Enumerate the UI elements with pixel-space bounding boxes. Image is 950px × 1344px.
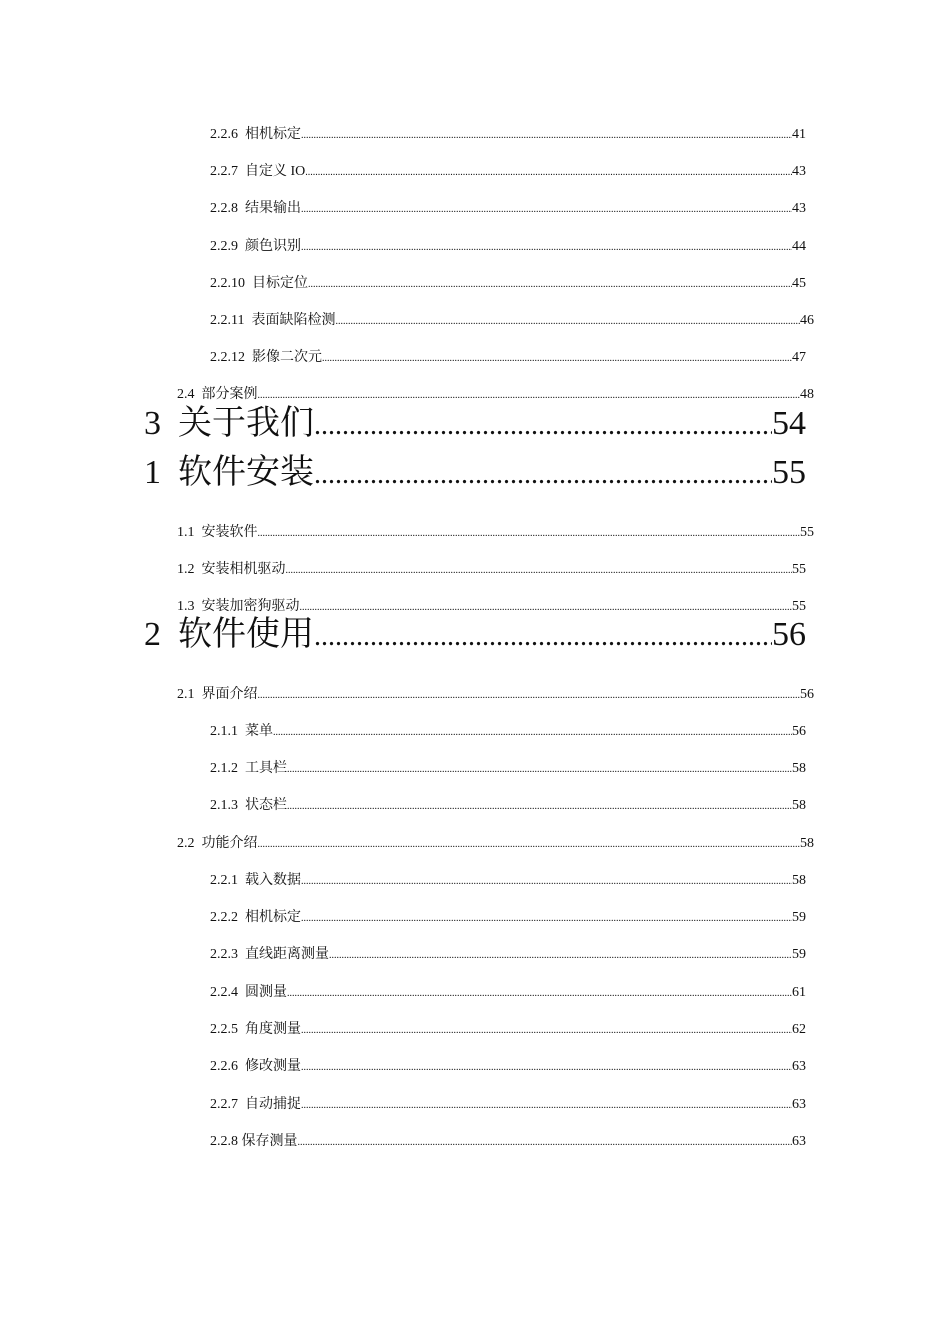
- toc-leader-dots: [335, 313, 800, 331]
- toc-leader-dots: [287, 985, 792, 1003]
- toc-entry-label: 2.2.6 修改测量: [210, 1059, 301, 1074]
- toc-entry[interactable]: [177, 524, 814, 542]
- toc-leader-dots: [258, 387, 801, 405]
- toc-leader-dots: [286, 562, 793, 580]
- toc-entry[interactable]: [210, 126, 806, 144]
- toc-leader-dots: [314, 455, 772, 495]
- toc-entry[interactable]: [210, 797, 806, 815]
- toc-leader-dots: [301, 127, 792, 145]
- toc-leader-dots: [308, 276, 792, 294]
- toc-entry[interactable]: [210, 984, 806, 1002]
- toc-entry-label: 2.2.1 载入数据: [210, 873, 301, 888]
- toc-entry[interactable]: [177, 835, 814, 853]
- toc-entry-page: 56: [792, 724, 806, 739]
- toc-leader-dots: [287, 761, 792, 779]
- toc-leader-dots: [305, 164, 792, 182]
- toc-entry-page: 63: [792, 1134, 806, 1149]
- toc-entry-page: 58: [792, 873, 806, 888]
- toc-entry-page: 59: [792, 947, 806, 962]
- toc-chapter-entry[interactable]: [144, 453, 806, 493]
- toc-entry[interactable]: [177, 386, 814, 404]
- toc-entry-page: 58: [792, 761, 806, 776]
- toc-entry[interactable]: [210, 1096, 806, 1114]
- toc-chapter-entry[interactable]: [144, 615, 806, 655]
- toc-entry-label: 2.2.3 直线距离测量: [210, 947, 329, 962]
- toc-entry-page: 43: [792, 201, 806, 216]
- toc-entry-label: 2.2.9 颜色识别: [210, 239, 301, 254]
- toc-entry[interactable]: [210, 1058, 806, 1076]
- toc-entry-label: 2.4 部分案例: [177, 387, 258, 402]
- toc-entry-label: 1.3 安装加密狗驱动: [177, 599, 300, 614]
- toc-entry-label: 2.2.2 相机标定: [210, 910, 301, 925]
- toc-entry-page: 45: [792, 276, 806, 291]
- toc-entry-label: 1.1 安装软件: [177, 525, 258, 540]
- toc-entry-label: 1 软件安装: [144, 454, 314, 491]
- toc-entry-page: 63: [792, 1097, 806, 1112]
- toc-leader-dots: [301, 1097, 792, 1115]
- toc-entry-page: 58: [792, 798, 806, 813]
- toc-leader-dots: [314, 617, 772, 657]
- toc-entry[interactable]: [210, 909, 806, 927]
- toc-entry[interactable]: [210, 723, 806, 741]
- toc-entry-page: 55: [800, 525, 814, 540]
- toc-entry-label: 2.2.7 自定义 IO: [210, 164, 306, 179]
- toc-entry-page: 41: [792, 127, 806, 142]
- toc-entry-page: 43: [792, 164, 806, 179]
- toc-entry-page: 59: [792, 910, 806, 925]
- toc-leader-dots: [301, 1059, 792, 1077]
- toc-entry[interactable]: [210, 163, 806, 181]
- toc-entry[interactable]: [177, 686, 814, 704]
- toc-leader-dots: [258, 687, 801, 705]
- toc-entry-page: 62: [792, 1022, 806, 1037]
- toc-entry-page: 58: [800, 836, 814, 851]
- toc-entry-page: 63: [792, 1059, 806, 1074]
- toc-entry-label: 2.2.8 保存测量: [210, 1134, 298, 1149]
- toc-entry-page: 56: [772, 616, 806, 653]
- toc-entry-page: 55: [792, 562, 806, 577]
- toc-entry-page: 44: [792, 239, 806, 254]
- toc-entry-label: 2.2.5 角度测量: [210, 1022, 301, 1037]
- toc-entry[interactable]: [177, 598, 806, 616]
- toc-entry-label: 2.2.4 圆测量: [210, 985, 287, 1000]
- toc-entry-label: 2.2.12 影像二次元: [210, 350, 322, 365]
- toc-entry-label: 2.2.6 相机标定: [210, 127, 301, 142]
- toc-entry[interactable]: [210, 760, 806, 778]
- toc-entry[interactable]: [210, 312, 814, 330]
- toc-leader-dots: [258, 525, 801, 543]
- toc-entry-label: 2.2.11 表面缺陷检测: [210, 313, 336, 328]
- toc-entry-label: 1.2 安装相机驱动: [177, 562, 286, 577]
- toc-entry-page: 54: [772, 405, 806, 442]
- toc-leader-dots: [258, 836, 801, 854]
- toc-entry[interactable]: [177, 561, 806, 579]
- toc-entry[interactable]: [210, 1021, 806, 1039]
- toc-leader-dots: [301, 873, 792, 891]
- toc-leader-dots: [301, 201, 792, 219]
- toc-entry-page: 47: [792, 350, 806, 365]
- toc-entry-page: 48: [800, 387, 814, 402]
- toc-entry-label: 3 关于我们: [144, 405, 314, 442]
- toc-entry-label: 2.1.3 状态栏: [210, 798, 287, 813]
- toc-leader-dots: [301, 239, 792, 257]
- toc-chapter-entry[interactable]: [144, 404, 806, 444]
- toc-leader-dots: [298, 1134, 793, 1152]
- toc-leader-dots: [314, 406, 772, 446]
- toc-entry[interactable]: [210, 1133, 806, 1151]
- toc-entry-label: 2.1.1 菜单: [210, 724, 273, 739]
- toc-entry[interactable]: [210, 275, 806, 293]
- toc-entry[interactable]: [210, 946, 806, 964]
- toc-entry-page: 61: [792, 985, 806, 1000]
- toc-leader-dots: [273, 724, 792, 742]
- toc-entry-label: 2.1.2 工具栏: [210, 761, 287, 776]
- toc-leader-dots: [301, 1022, 792, 1040]
- toc-entry[interactable]: [210, 872, 806, 890]
- toc-leader-dots: [329, 947, 792, 965]
- toc-leader-dots: [322, 350, 792, 368]
- toc-entry-page: 55: [772, 454, 806, 491]
- toc-entry-page: 46: [800, 313, 814, 328]
- toc-entry-label: 2.2.7 自动捕捉: [210, 1097, 301, 1112]
- toc-entry[interactable]: [210, 349, 806, 367]
- toc-entry-page: 55: [792, 599, 806, 614]
- toc-entry-label: 2.2 功能介绍: [177, 836, 258, 851]
- toc-entry-label: 2 软件使用: [144, 616, 314, 653]
- toc-entry-label: 2.2.10 目标定位: [210, 276, 308, 291]
- toc-leader-dots: [301, 910, 792, 928]
- toc-entry-label: 2.2.8 结果输出: [210, 201, 301, 216]
- toc-entry-label: 2.1 界面介绍: [177, 687, 258, 702]
- toc-entry-page: 56: [800, 687, 814, 702]
- toc-leader-dots: [287, 798, 792, 816]
- toc-entry[interactable]: [210, 200, 806, 218]
- toc-entry[interactable]: [210, 238, 806, 256]
